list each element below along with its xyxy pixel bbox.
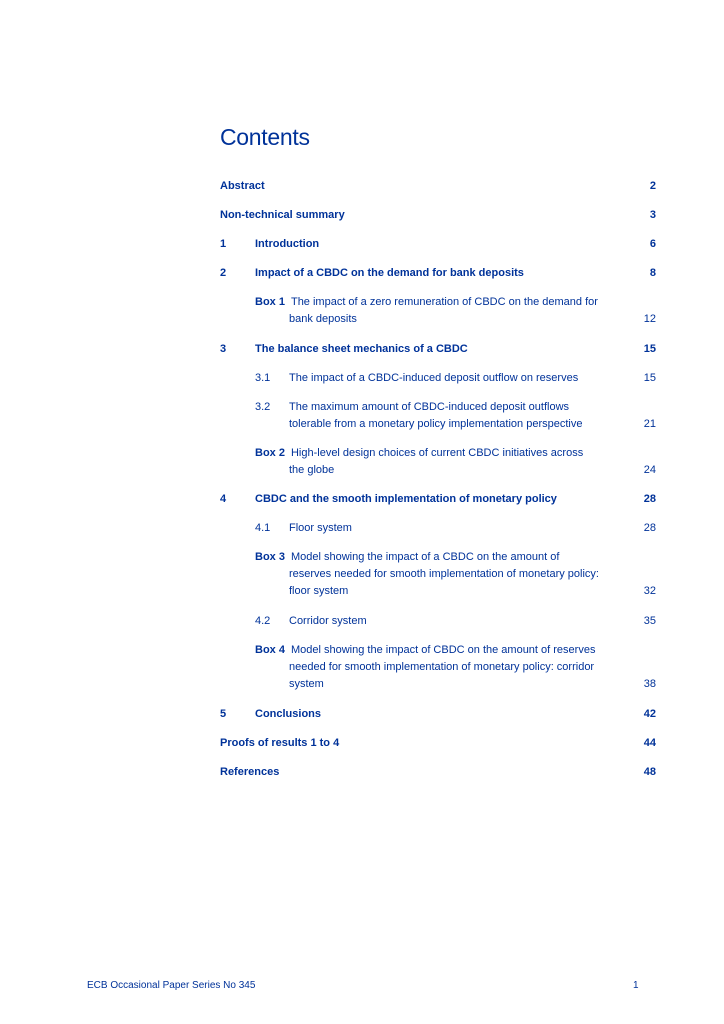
box-tag: Box 1 [255,296,285,308]
toc-number: 4.2 [255,615,271,627]
toc-number: 4 [220,493,227,505]
toc-label: Corridor system [289,615,367,627]
toc-page: 38 [643,678,656,690]
toc-page: 8 [649,267,656,279]
toc-line: bank deposits [289,313,357,325]
toc-label [255,642,595,659]
toc-label: Floor system [289,522,352,534]
toc-page: 28 [643,493,656,505]
toc-page: 44 [643,737,656,749]
toc-page: 42 [643,708,656,720]
toc-entry-3-2[interactable] [220,399,656,433]
toc-label: The impact of a CBDC-induced deposit outflow on reserves [289,372,579,384]
toc-label: The balance sheet mechanics of a CBDC [255,343,468,355]
toc-page: 32 [643,585,656,597]
toc-page: 15 [643,343,656,355]
toc-page: 24 [643,464,656,476]
page-title: Contents [220,124,310,150]
toc-label [255,294,598,311]
toc-page: 35 [643,615,656,627]
toc-label: Proofs of results 1 to 4 [220,737,340,749]
toc-entry-box-4[interactable] [220,642,656,693]
toc-number: 3 [220,343,227,355]
toc-number: 3.1 [255,372,271,384]
toc-line: system [289,678,324,690]
toc-page: 28 [643,522,656,534]
toc-label: Conclusions [255,708,322,720]
box-tag: Box 3 [255,551,285,563]
toc-page: 21 [643,418,656,430]
toc-line: The maximum amount of CBDC-induced deposit outflows [289,401,570,413]
toc-page: 3 [649,209,656,221]
toc-number: 2 [220,267,227,279]
toc-page: 15 [643,372,656,384]
box-tag: Box 4 [255,644,285,656]
toc-number: 1 [220,238,227,250]
toc-entry-box-1[interactable] [220,294,656,328]
toc-line: floor system [289,585,349,597]
toc-label [255,549,559,566]
toc-line: The impact of a zero remuneration of CBDC on the demand for [290,296,598,308]
toc-number: 4.1 [255,522,271,534]
toc-page: 12 [643,313,656,325]
toc-entry-box-2[interactable] [220,445,656,479]
toc-label: Non-technical summary [220,209,345,221]
toc-line: Model showing the impact of a CBDC on the amount of [290,551,560,563]
footer-series: ECB Occasional Paper Series No 345 [87,980,256,991]
toc-number: 3.2 [255,401,271,413]
toc-label: Impact of a CBDC on the demand for bank deposits [255,267,524,279]
toc-page: 6 [649,238,656,250]
toc-label: Introduction [255,238,320,250]
toc-line: reserves needed for smooth implementation of monetary policy: [289,568,599,580]
toc-line: needed for smooth implementation of monetary policy: corridor [289,661,595,673]
toc-line: tolerable from a monetary policy implementation perspective [289,418,583,430]
toc-line: Model showing the impact of CBDC on the amount of reserves [290,644,596,656]
box-tag: Box 2 [255,447,285,459]
toc-label [255,445,583,462]
toc-label: CBDC and the smooth implementation of monetary policy [255,493,557,505]
toc-label: Abstract [220,180,265,192]
toc-label: References [220,766,280,778]
toc-entry-box-3[interactable] [220,549,656,600]
footer-page-number: 1 [633,980,639,991]
toc-page: 48 [643,766,656,778]
toc-line: High-level design choices of current CBDC initiatives across [290,447,584,459]
toc-number: 5 [220,708,227,720]
toc-line: the globe [289,464,335,476]
toc-page: 2 [649,180,656,192]
